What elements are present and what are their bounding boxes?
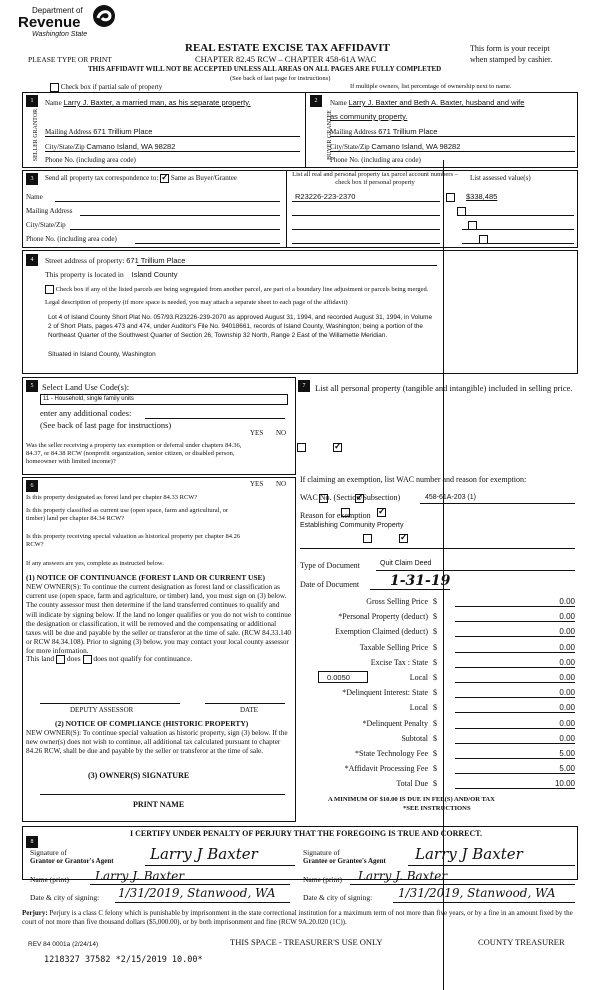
land-use-select[interactable] (40, 394, 288, 405)
doc-date-field[interactable]: 1-31-19 (390, 573, 451, 589)
located-row (45, 270, 177, 279)
legal-line-2[interactable]: 2 of Short Plats, pages 473 and 474, under Auditor's File No. 94018661, records of Island County, Washington; being a portion of the (48, 323, 423, 330)
grantor-date-label: Date & city of signing: (30, 893, 100, 902)
s6-q2: Is this property classified as current use (open space, farm and agricultural, or timber) land per chapter 84.34 RCW? (26, 507, 229, 522)
excise-tax-state-amount[interactable]: 0.00 (559, 658, 575, 667)
seller-name-row (45, 98, 251, 107)
logo-dept-line: Department of (32, 6, 83, 15)
s6-q3: Is this property receiving special valuation as historical property per chapter 84.26 RCW? (26, 533, 241, 548)
legal-line-3[interactable]: Northeast Quarter of the Southwest Quarter of Section 26, Township 32 North, Range 2 East of the Willamette Meridian. (48, 332, 388, 339)
dor-logo (10, 4, 130, 44)
s3-name-label: Name (26, 193, 43, 201)
grantee-signature[interactable]: Larry J Baxter (415, 845, 523, 863)
street-row (45, 256, 185, 265)
notice2-title: (2) NOTICE OF COMPLIANCE (HISTORIC PROPERTY) (55, 719, 249, 728)
assessor-date-label: DATE (240, 706, 258, 714)
land-does-not-checkbox[interactable] (83, 655, 92, 664)
state-technology-fee-underline (455, 758, 575, 759)
s6-q1: Is this property designated as forest land per chapter 84.33 RCW? (26, 494, 198, 501)
excise-tax-state-dollar: $ (433, 658, 437, 667)
affidavit-processing-fee-underline (455, 773, 575, 774)
affidavit-processing-fee-amount[interactable]: 5.00 (559, 764, 575, 773)
s5-no: NO (276, 429, 287, 437)
buyer-city-label: City/State/Zip (330, 143, 370, 151)
minimum-due-note: A MINIMUM OF $10.00 IS DUE IN FEE(S) AND/OR TAX (328, 796, 495, 803)
buyer-side-label: BUYER GRANTEE (327, 110, 333, 160)
section-5-number: 5 (26, 380, 38, 392)
qualify-label: qualify for continuance. (120, 654, 193, 663)
local-rate-field[interactable]: 0.0050 (327, 673, 350, 682)
buyer-city-field[interactable]: Camano Island, WA 98282 (371, 142, 461, 151)
street-field[interactable]: 671 Trillium Place (126, 256, 186, 265)
delinquent-penalty-amount[interactable]: 0.00 (559, 719, 575, 728)
grantee-sig-label-1: Signature of (303, 848, 340, 857)
affidavit-processing-fee-label: *Affidavit Processing Fee (344, 764, 428, 773)
section-2-number: 2 (310, 95, 322, 107)
buyer-name-field[interactable]: Larry J. Baxter and Beth A. Baxter, husband and wife (348, 98, 525, 107)
delinquent-interest-local-dollar: $ (433, 703, 437, 712)
send-correspondence-label: Send all property tax correspondence to: (45, 174, 159, 183)
assessed-value-field[interactable]: $338,485 (466, 192, 498, 201)
doc-type-label: Type of Document (300, 561, 360, 570)
form-revision: REV 84 0001a (2/24/14) (28, 941, 99, 948)
gross-selling-price-dollar: $ (433, 597, 437, 606)
delinquent-interest-local-amount[interactable]: 0.00 (559, 703, 575, 712)
seller-address-label: Mailing Address (45, 128, 92, 136)
buyer-city-row (330, 142, 460, 151)
wac-label: WAC No. (Section/Subsection) (300, 493, 401, 502)
seller-address-field[interactable]: 671 Trillium Place (93, 127, 153, 136)
additional-codes-label: enter any additional codes: (40, 408, 132, 418)
excise-tax-state-label: Excise Tax : State (370, 658, 428, 667)
total-due-label: Total Due (396, 779, 428, 788)
personal-property-deduct-amount[interactable]: 0.00 (559, 612, 575, 621)
personal-property-deduct-underline (455, 621, 575, 622)
seller-side-label: SELLER GRANTOR (33, 108, 39, 162)
s6-q3-yes[interactable] (363, 534, 372, 543)
section-8-number: 8 (26, 836, 38, 848)
legal-line-1[interactable]: Lot 4 of Island County Short Plat No. 057/93.R23226-239-2070 as approved August 31, 1994, and recorded August 31, 1994, in Volume (48, 314, 433, 321)
taxable-selling-price-label: Taxable Selling Price (359, 643, 428, 652)
parcel-personal-checkbox-4[interactable] (479, 235, 488, 244)
assessed-header: List assessed value(s) (470, 174, 531, 182)
seller-city-row (45, 142, 175, 151)
s6-q3-no[interactable] (399, 534, 408, 543)
state-technology-fee-label: *State Technology Fee (354, 749, 428, 758)
section-4-number: 4 (26, 254, 38, 266)
please-type: PLEASE TYPE OR PRINT (28, 55, 112, 64)
county-field[interactable]: Island County (131, 270, 178, 279)
segregated-row (45, 285, 428, 294)
deputy-assessor-label: DEPUTY ASSESSOR (70, 706, 134, 714)
perjury-bold: Perjury: (22, 909, 48, 917)
subtotal-dollar: $ (433, 734, 437, 743)
doc-date-label: Date of Document (300, 580, 360, 589)
land-use-label: Select Land Use Code(s): (42, 382, 130, 392)
grantee-name-field[interactable]: Larry J. Baxter (358, 869, 448, 883)
owner-signature-title: (3) OWNER(S) SIGNATURE (88, 771, 190, 780)
buyer-name-row (330, 98, 524, 107)
partial-sale-label: Check box if partial sale of property (60, 83, 163, 92)
perjury-notice (22, 909, 578, 927)
grantor-signature[interactable]: Larry J Baxter (150, 845, 258, 863)
reason-label: Reason for exemption (300, 511, 371, 520)
seller-address-row (45, 127, 152, 136)
s6-no: NO (276, 480, 287, 488)
delinquent-penalty-dollar: $ (433, 719, 437, 728)
grantor-date-field[interactable]: 1/31/2019, Stanwood, WA (118, 886, 276, 900)
notice2-text: NEW OWNER(S): To continue special valuation as historic property, sign (3) below. If the new owner(s) does not wish to continue, all additional tax calculated pursuant to chapter 84.26 RCW, shall be due and payable by the seller or transferor at the time of sale. (26, 729, 288, 756)
delinquent-interest-state-label: *Delinquent Interest: State (342, 688, 428, 697)
grantee-name-label: Name (print) (303, 875, 342, 884)
logo-state: Washington State (32, 31, 88, 38)
grantor-name-label: Name (print) (30, 875, 69, 884)
multiple-owners-note: If multiple owners, list percentage of ownership next to name. (350, 83, 512, 90)
receipt-line-2: when stamped by cashier. (470, 55, 553, 64)
parcel-personal-checkbox-1[interactable] (446, 193, 455, 202)
taxable-selling-price-dollar: $ (433, 643, 437, 652)
subtotal-amount[interactable]: 0.00 (559, 734, 575, 743)
delinquent-interest-state-dollar: $ (433, 688, 437, 697)
subtotal-underline (455, 743, 575, 744)
personal-property-deduct-dollar: $ (433, 612, 437, 621)
delinquent-interest-local-underline (455, 712, 575, 713)
this-land-label: This land (26, 654, 55, 663)
personal-property-deduct-label: *Personal Property (deduct) (338, 612, 428, 621)
gross-selling-price-amount[interactable]: 0.00 (559, 597, 575, 606)
s3-phone-label: Phone No. (including area code) (26, 235, 117, 243)
excise-tax-state-underline (455, 667, 575, 668)
claim-exemption-label: If claiming an exemption, list WAC number and reason for exemption: (300, 475, 527, 484)
segregated-label: Check box if any of the listed parcels are being segregated from another parcel, are part of a boundary line adjustment or parcels being merged. (55, 285, 429, 293)
buyer-address-row (330, 127, 437, 136)
continuance-row (26, 654, 192, 664)
total-due-underline (455, 788, 575, 789)
land-does-checkbox[interactable] (56, 655, 65, 664)
grantor-sig-label-1: Signature of (30, 848, 67, 857)
delinquent-interest-state-amount[interactable]: 0.00 (559, 688, 575, 697)
notice1-title: (1) NOTICE OF CONTINUANCE (FOREST LAND OR CURRENT USE) (26, 573, 266, 582)
legal-label: Legal description of property (if more space is needed, you may attach a separate sheet to each page of the affidavit) (45, 299, 348, 306)
delinquent-penalty-label: *Delinquent Penalty (362, 719, 428, 728)
parcel-personal-checkbox-2[interactable] (457, 207, 466, 216)
s6-yes: YES (250, 480, 264, 488)
grantee-sig-label-2: Grantee or Grantee's Agent (303, 857, 386, 865)
s5-exemption-question: Was the seller receiving a property tax exemption or deferral under chapters 84.36, 84.37, or 84.38 RCW (nonprofit organization, senior citizen, or disabled person, homeowner with limited income)? (26, 442, 242, 465)
state-technology-fee-dollar: $ (433, 749, 437, 758)
parcel-number-field[interactable]: R23226-223-2370 (295, 192, 356, 201)
section-divider (305, 92, 306, 168)
buyer-name-line2[interactable]: as community property. (330, 112, 408, 121)
doc-type-field[interactable]: Quit Claim Deed (380, 560, 432, 567)
segregated-checkbox[interactable] (45, 285, 54, 294)
exemption-claimed-dollar: $ (433, 627, 437, 636)
exemption-claimed-amount[interactable]: 0.00 (559, 627, 575, 636)
section-1-number: 1 (26, 95, 38, 107)
land-does-label: does (66, 654, 81, 663)
print-name-label: PRINT NAME (133, 800, 185, 809)
send-correspondence-row (45, 174, 237, 183)
excise-tax-local-label: Local (409, 673, 428, 682)
treasurer-use: THIS SPACE - TREASURER'S USE ONLY (230, 937, 383, 947)
exemption-claimed-underline (455, 636, 575, 637)
seller-name-label: Name (45, 99, 62, 107)
parcel-personal-checkbox-3[interactable] (468, 221, 477, 230)
same-as-buyer-label: Same as Buyer/Grantee (170, 174, 237, 183)
s5-exemption-no[interactable] (333, 443, 342, 452)
certify-statement: I CERTIFY UNDER PENALTY OF PERJURY THAT THE FOREGOING IS TRUE AND CORRECT. (130, 829, 483, 838)
section-7-number: 7 (298, 380, 310, 392)
delinquent-interest-local-label: Local (409, 703, 428, 712)
street-label: Street address of property: (45, 256, 125, 265)
s3-city-label: City/State/Zip (26, 221, 66, 229)
wac-field[interactable]: 458-61A-203 (1) (425, 494, 476, 501)
affidavit-processing-fee-dollar: $ (433, 764, 437, 773)
county-treasurer: COUNTY TREASURER (478, 937, 565, 947)
excise-tax-local-dollar: $ (433, 673, 437, 682)
partial-sale-row (50, 83, 162, 92)
delinquent-penalty-underline (455, 728, 575, 729)
exemption-claimed-label: Exemption Claimed (deduct) (335, 627, 428, 636)
state-technology-fee-amount[interactable]: 5.00 (559, 749, 575, 758)
notice1-text: NEW OWNER(S): To continue the current designation as forest land or classification as current use (open space, farm and agriculture, or timber) land, you must sign on (3) below. The county assessor must then determine if the land transferred continues to qualify and will indicate by signing below. If the land no longer qualifies or you do not wish to continue the designation or classification, it will be removed and the compensating or additional taxes will be due and payable by the seller or transferor at the time of sale. (RCW 84.33.140 or RCW 84.34.108). Prior to signing (3) below, you may contact your local county assessor for more information. (26, 583, 292, 656)
situated-line[interactable]: Situated in Island County, Washington (48, 351, 156, 358)
land-use-value: 11 - Household, single family units (43, 396, 134, 402)
buyer-address-field[interactable]: 671 Trillium Place (378, 127, 438, 136)
perjury-text: Perjury is a class C felony which is punishable by imprisonment in the state correctional institution for a maximum term of not more than five years, or by a fine in an amount fixed by the court of not more than five thousand dollars ($5,000.00), or by both imprisonment and fine (RCW 9A.20.020 (1C)). (22, 909, 573, 926)
form-see-back: (See back of last page for instructions) (230, 75, 331, 82)
buyer-name-label: Name (330, 99, 347, 107)
form-title: REAL ESTATE EXCISE TAX AFFIDAVIT (185, 42, 390, 54)
s5-exemption-yes[interactable] (297, 443, 306, 452)
s5-see-back: (See back of last page for instructions) (40, 420, 172, 430)
located-label: This property is located in (45, 270, 124, 279)
gross-selling-price-underline (455, 606, 575, 607)
section-6-number: 6 (26, 480, 38, 492)
reason-field[interactable]: Establishing Community Property (300, 522, 404, 529)
seller-city-label: City/State/Zip (45, 143, 85, 151)
receipt-line-1: This form is your receipt (470, 44, 550, 53)
seller-phone-label: Phone No. (including area code) (45, 156, 136, 164)
section-3-number: 3 (26, 173, 38, 185)
form-warning: THIS AFFIDAVIT WILL NOT BE ACCEPTED UNLESS ALL AREAS ON ALL PAGES ARE FULLY COMPLETED (88, 65, 442, 73)
buyer-phone-label: Phone No. (including area code) (330, 156, 421, 164)
s3-mailing-label: Mailing Address (26, 207, 73, 215)
delinquent-interest-state-underline (455, 697, 575, 698)
taxable-selling-price-amount[interactable]: 0.00 (559, 643, 575, 652)
same-as-buyer-checkbox[interactable] (160, 174, 169, 183)
land-does-not-label: does not (93, 654, 119, 663)
grantee-date-field[interactable]: 1/31/2019, Stanwood, WA (398, 886, 556, 900)
excise-tax-local-underline (455, 682, 575, 683)
logo-revenue: Revenue (18, 14, 81, 31)
receipt-stamp: 1218327 37582 *2/15/2019 10.00* (44, 955, 203, 965)
buyer-address-label: Mailing Address (330, 128, 377, 136)
s5-yes: YES (250, 429, 264, 437)
form-chapter: CHAPTER 82.45 RCW – CHAPTER 458-61A WAC (195, 54, 377, 64)
seller-city-field[interactable]: Camano Island, WA 98282 (86, 142, 176, 151)
seller-name-field[interactable]: Larry J. Baxter, a married man, as his separate property. (63, 98, 251, 107)
s6-if-yes: If any answers are yes, complete as instructed below. (26, 560, 164, 567)
dor-swirl-icon (92, 4, 116, 28)
partial-sale-checkbox[interactable] (50, 83, 59, 92)
total-due-amount[interactable]: 10.00 (554, 779, 575, 788)
parcel-header: List all real and personal property tax parcel account numbers – check box if personal property (292, 171, 458, 186)
taxable-selling-price-underline (455, 652, 575, 653)
grantee-date-label: Date & city of signing: (303, 893, 373, 902)
total-due-dollar: $ (433, 779, 437, 788)
see-instructions-note: *SEE INSTRUCTIONS (403, 805, 471, 812)
subtotal-label: Subtotal (401, 734, 428, 743)
s6-q2-no[interactable] (377, 508, 386, 517)
grantor-name-field[interactable]: Larry J. Baxter (95, 869, 185, 883)
personal-property-label: List all personal property (tangible and intangible) included in selling price. (315, 383, 573, 393)
excise-tax-local-amount[interactable]: 0.00 (559, 673, 575, 682)
grantor-sig-label-2: Grantor or Grantor's Agent (30, 857, 114, 865)
gross-selling-price-label: Gross Selling Price (366, 597, 428, 606)
